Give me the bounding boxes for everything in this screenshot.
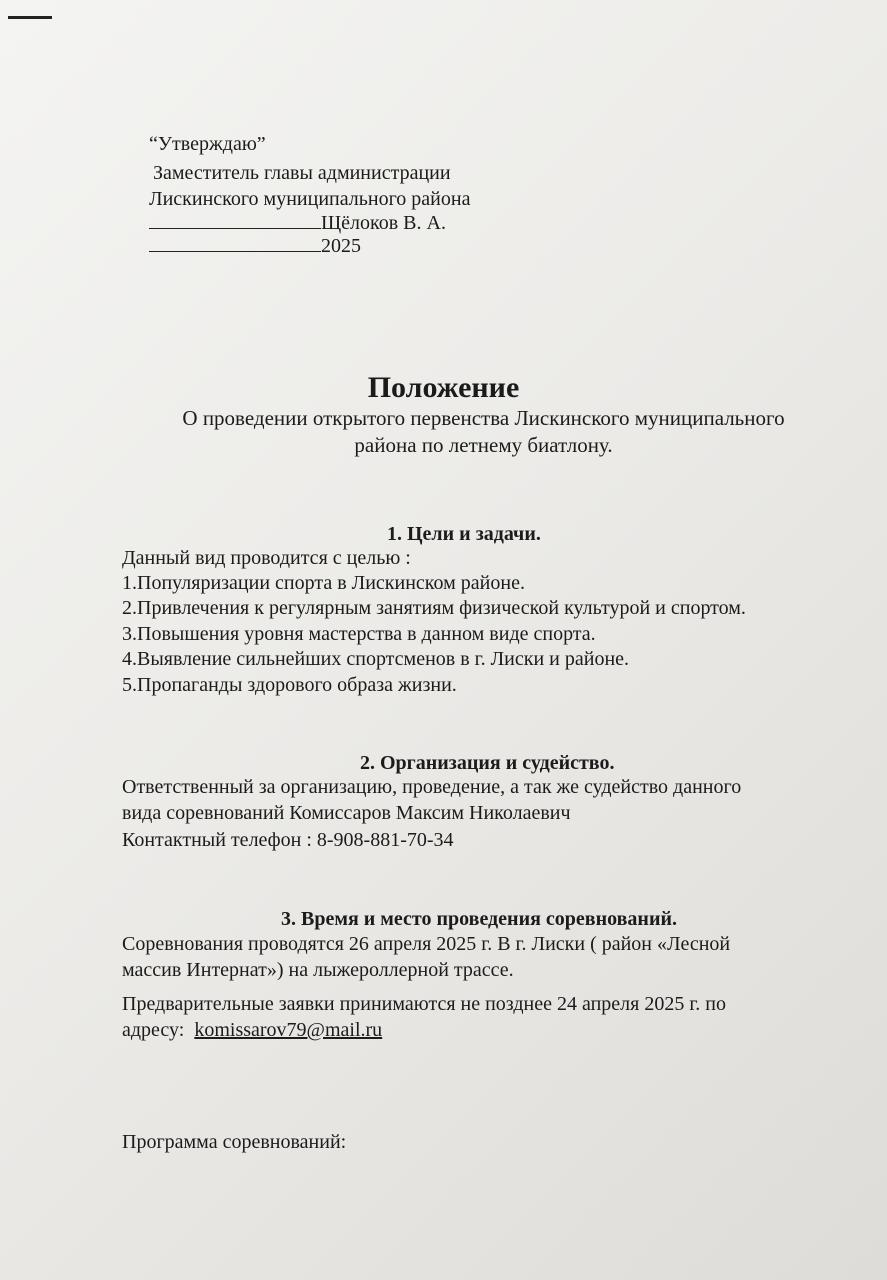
approval-district: Лискинского муниципального района: [149, 188, 471, 210]
organization-line2: вида соревнований Комиссаров Максим Николаевич: [122, 802, 571, 824]
approval-label: “Утверждаю”: [149, 133, 266, 155]
date-blank: [149, 233, 321, 252]
goal-item: 1.Популяризации спорта в Лискинском районе.: [122, 572, 525, 594]
section-goals-intro: Данный вид проводится с целью :: [122, 547, 411, 569]
section-time-place-heading: 3. Время и место проведения соревнований.: [281, 908, 677, 930]
time-place-line1: Соревнования проводятся 26 апреля 2025 г. В г. Лиски ( район «Лесной: [122, 933, 731, 955]
approval-year: 2025: [321, 235, 361, 257]
time-place-line2: массив Интернат») на лыжероллерной трассе.: [122, 959, 514, 981]
date-line: [149, 233, 361, 258]
address-label: адресу:: [122, 1019, 185, 1041]
document-title: Положение: [367, 371, 520, 404]
signature-blank: [149, 210, 321, 229]
program-heading: Программа соревнований:: [122, 1131, 347, 1153]
section-goals-heading: 1. Цели и задачи.: [387, 523, 541, 545]
goal-item: 4.Выявление сильнейших спортсменов в г. Лиски и районе.: [122, 648, 630, 670]
organization-line1: Ответственный за организацию, проведение, а так же судейство данного: [122, 776, 742, 798]
approval-position: Заместитель главы администрации: [153, 162, 451, 184]
document-subtitle-line2: района по летнему биатлону.: [354, 433, 613, 457]
email-link[interactable]: komissarov79@mail.ru: [194, 1019, 383, 1041]
contact-phone: Контактный телефон : 8-908-881-70-34: [122, 829, 454, 851]
margin-dash: [8, 16, 52, 19]
address-line: [122, 1018, 382, 1042]
approval-signer: Щёлоков В. А.: [321, 212, 446, 234]
document-subtitle-line1: О проведении открытого первенства Лискинского муниципального: [182, 406, 785, 430]
signature-line: [149, 210, 446, 235]
goal-item: 2.Привлечения к регулярным занятиям физической культурой и спортом.: [122, 597, 746, 619]
goal-item: 3.Повышения уровня мастерства в данном виде спорта.: [122, 623, 596, 645]
goal-item: 5.Пропаганды здорового образа жизни.: [122, 674, 457, 696]
time-place-line3: Предварительные заявки принимаются не позднее 24 апреля 2025 г. по: [122, 993, 726, 1015]
section-organization-heading: 2. Организация и судейство.: [360, 752, 615, 774]
